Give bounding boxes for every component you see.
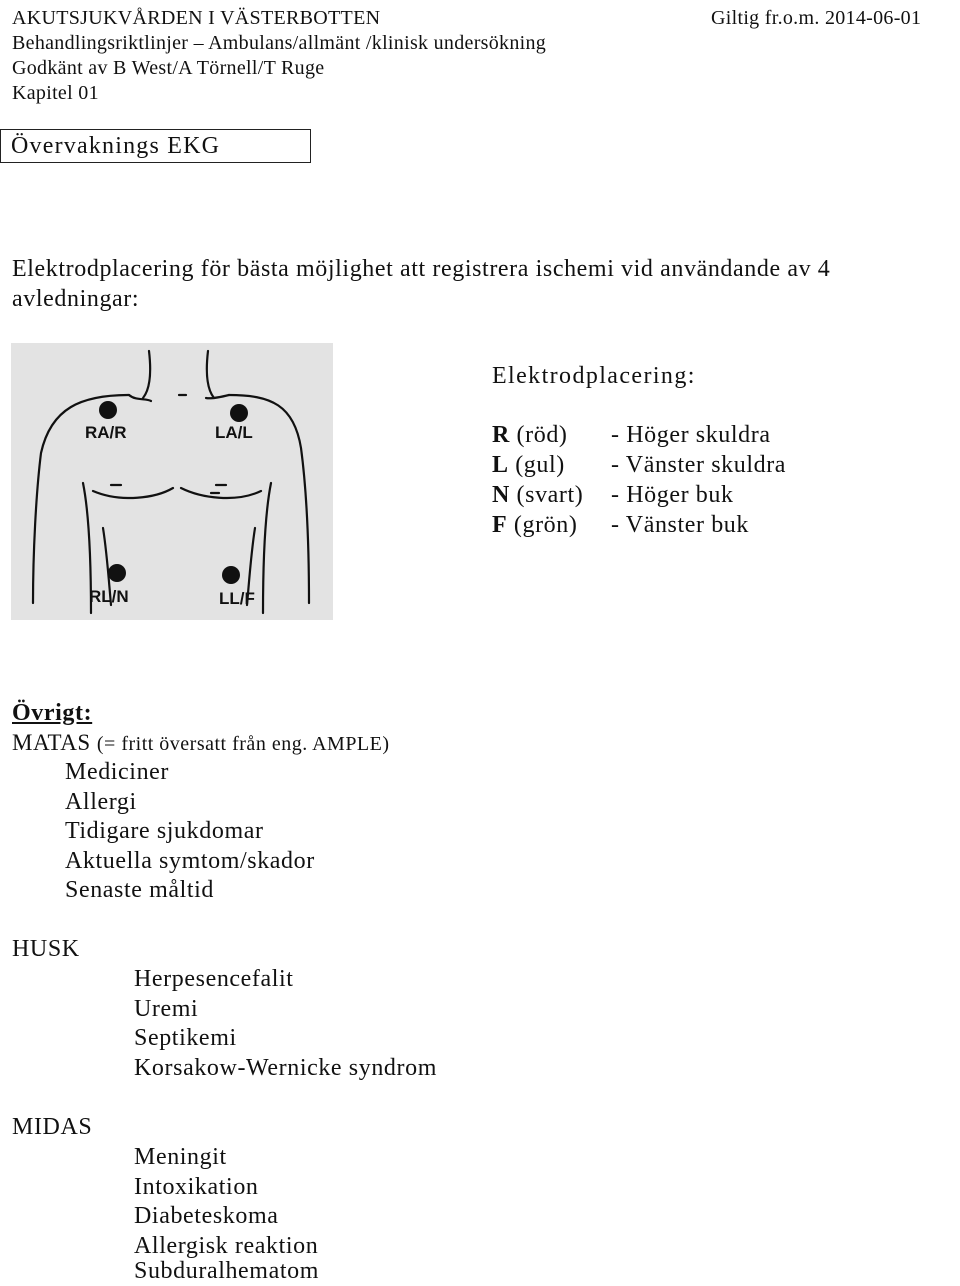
midas-item: Allergisk reaktion (134, 1233, 319, 1259)
husk-item: Septikemi (134, 1025, 237, 1051)
legend-position-f: - Vänster buk (611, 512, 749, 538)
matas-line (12, 730, 390, 756)
header-organization: AKUTSJUKVÅRDEN I VÄSTERBOTTEN (12, 7, 381, 29)
legend-letter: L (492, 452, 509, 478)
document-title-box (0, 129, 311, 163)
legend-row-f (492, 512, 577, 539)
matas-item: Allergi (65, 789, 137, 815)
legend-color: (svart) (516, 482, 584, 508)
husk-item: Herpesencefalit (134, 966, 294, 992)
document-title: Övervaknings EKG (11, 133, 221, 159)
matas-item: Tidigare sjukdomar (65, 818, 264, 844)
intro-line-2: avledningar: (12, 286, 140, 312)
legend-color: (grön) (513, 512, 578, 538)
legend-position-n: - Höger buk (611, 482, 734, 508)
legend-letter: F (492, 512, 508, 538)
matas-item: Senaste måltid (65, 877, 215, 903)
husk-item: Uremi (134, 996, 199, 1022)
matas-label: MATAS (12, 730, 91, 755)
header-valid-date: Giltig fr.o.m. 2014-06-01 (711, 7, 922, 29)
legend-letter: N (492, 482, 510, 508)
legend-row-n (492, 482, 583, 509)
electrode-placement-diagram (11, 343, 333, 620)
header-guidelines: Behandlingsriktlinjer – Ambulans/allmänt /klinisk undersökning (12, 32, 547, 54)
electrode-label-la: LA/L (215, 423, 253, 442)
legend-heading: Elektrodplacering: (492, 363, 696, 389)
midas-item: Intoxikation (134, 1174, 259, 1200)
electrode-label-ll: LL/F (219, 589, 255, 608)
midas-item: Subduralhematom (134, 1258, 319, 1284)
torso-illustration (11, 343, 333, 620)
husk-label: HUSK (12, 936, 80, 962)
legend-letter: R (492, 422, 510, 448)
electrode-label-ra: RA/R (85, 423, 127, 442)
header-approved-by: Godkänt av B West/A Törnell/T Ruge (12, 57, 325, 79)
other-heading: Övrigt: (12, 700, 93, 726)
matas-item: Aktuella symtom/skador (65, 848, 315, 874)
legend-position-r: - Höger skuldra (611, 422, 771, 448)
midas-item: Diabeteskoma (134, 1203, 279, 1229)
matas-note: (= fritt översatt från eng. AMPLE) (96, 733, 390, 755)
electrode-label-rl: RL/N (89, 587, 129, 606)
legend-row-r (492, 422, 568, 449)
midas-item: Meningit (134, 1144, 227, 1170)
legend-position-l: - Vänster skuldra (611, 452, 787, 478)
legend-row-l (492, 452, 565, 479)
legend-color: (röd) (516, 422, 568, 448)
intro-line-1: Elektrodplacering för bästa möjlighet att registrera ischemi vid användande av 4 (12, 256, 831, 282)
midas-label: MIDAS (12, 1114, 93, 1140)
husk-item: Korsakow-Wernicke syndrom (134, 1055, 437, 1081)
header-chapter: Kapitel 01 (12, 82, 99, 104)
matas-item: Mediciner (65, 759, 170, 785)
legend-color: (gul) (515, 452, 565, 478)
